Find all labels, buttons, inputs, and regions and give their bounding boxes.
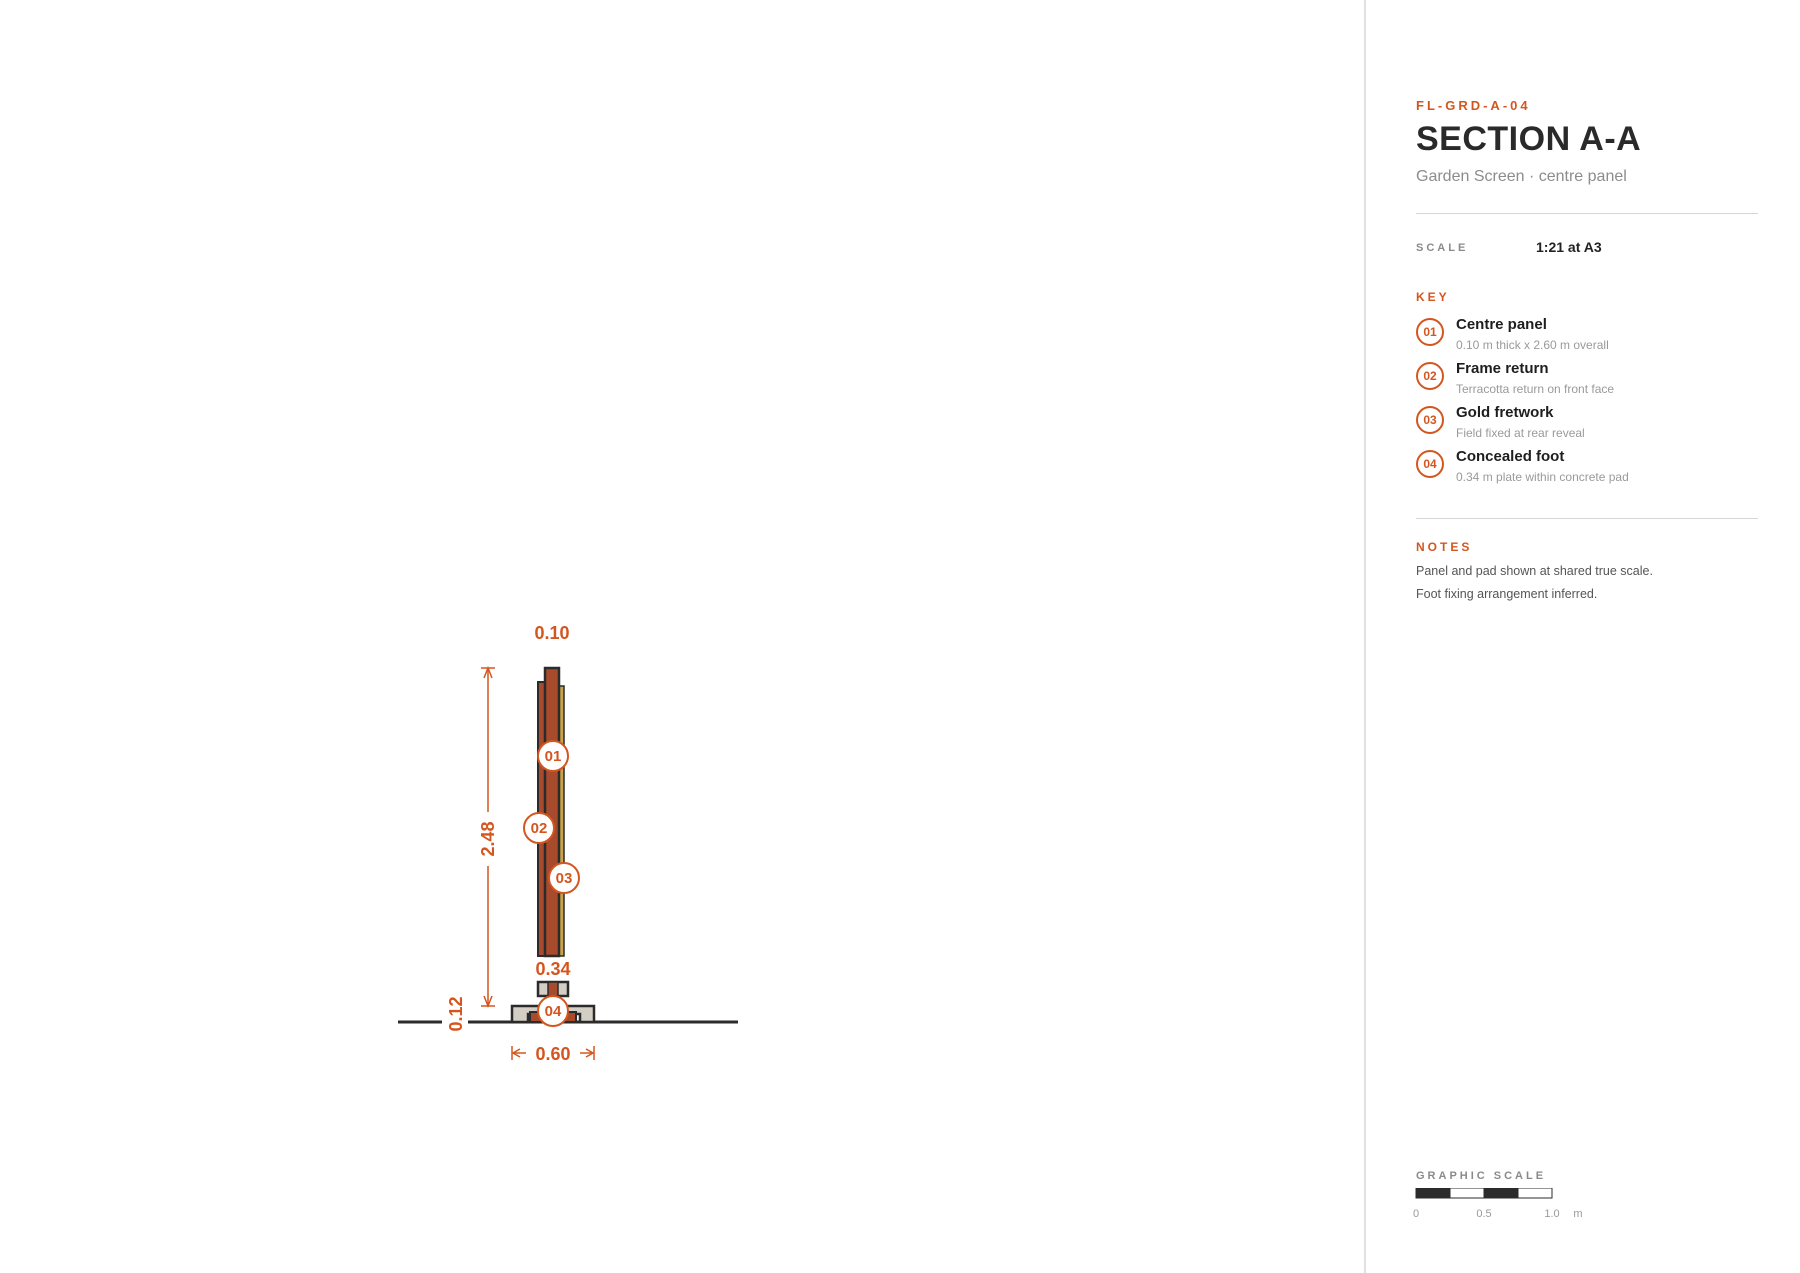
key-heading: KEY bbox=[1416, 290, 1450, 304]
scale-label: SCALE bbox=[1416, 242, 1469, 254]
dim-panel-thickness: 0.10 bbox=[534, 623, 570, 643]
callout-01 bbox=[538, 741, 568, 771]
key-title: Gold fretwork bbox=[1456, 404, 1554, 421]
callout-03 bbox=[549, 863, 579, 893]
graphic-scale-label: GRAPHIC SCALE bbox=[1416, 1170, 1547, 1182]
graphic-scale-unit: m bbox=[1573, 1208, 1583, 1220]
key-description: Field fixed at rear reveal bbox=[1456, 426, 1585, 440]
key-number-badge: 01 bbox=[1416, 318, 1444, 346]
sheet-code: FL-GRD-A-04 bbox=[1416, 98, 1531, 113]
key-item bbox=[1416, 360, 1756, 400]
graphic-scale-tick: 0 bbox=[1412, 1208, 1420, 1220]
dim-panel-height: 2.48 bbox=[478, 821, 498, 857]
drawing-subtitle: Garden Screen · centre panel bbox=[1416, 168, 1627, 185]
svg-text:04: 04 bbox=[544, 1003, 562, 1020]
svg-text:03: 03 bbox=[555, 870, 573, 887]
scale-value: 1:21 at A3 bbox=[1536, 239, 1602, 255]
key-description: 0.34 m plate within concrete pad bbox=[1456, 470, 1629, 484]
key-description: Terracotta return on front face bbox=[1456, 382, 1615, 396]
svg-text:01: 01 bbox=[544, 748, 562, 765]
dim-pad-width: 0.60 bbox=[535, 1044, 571, 1064]
dim-pad-height: 0.12 bbox=[446, 996, 466, 1032]
graphic-scale-tick: 0.5 bbox=[1476, 1208, 1492, 1220]
key-number-badge: 03 bbox=[1416, 406, 1444, 434]
notes-heading: NOTES bbox=[1416, 540, 1473, 554]
graphic-scale-bar bbox=[1410, 1188, 1610, 1224]
key-number-badge: 04 bbox=[1416, 450, 1444, 478]
title-block-sidebar bbox=[1364, 0, 1800, 1273]
centre-panel bbox=[545, 668, 559, 956]
callout-04 bbox=[538, 996, 568, 1026]
key-item bbox=[1416, 316, 1756, 356]
drawing-title: SECTION A-A bbox=[1416, 120, 1642, 158]
svg-text:02: 02 bbox=[530, 820, 548, 837]
key-number-badge: 02 bbox=[1416, 362, 1444, 390]
note-line: Panel and pad shown at shared true scale. bbox=[1416, 564, 1653, 578]
key-item bbox=[1416, 404, 1756, 444]
note-line: Foot fixing arrangement inferred. bbox=[1416, 587, 1598, 601]
key-title: Concealed foot bbox=[1456, 448, 1565, 465]
callout-02 bbox=[524, 813, 554, 843]
key-item bbox=[1416, 448, 1756, 488]
key-description: 0.10 m thick x 2.60 m overall bbox=[1456, 338, 1609, 352]
divider bbox=[1416, 518, 1758, 519]
key-title: Centre panel bbox=[1456, 316, 1547, 333]
dim-foot-width: 0.34 bbox=[535, 959, 571, 979]
divider bbox=[1416, 213, 1758, 214]
graphic-scale-tick: 1.0 bbox=[1544, 1208, 1560, 1220]
key-title: Frame return bbox=[1456, 360, 1549, 377]
